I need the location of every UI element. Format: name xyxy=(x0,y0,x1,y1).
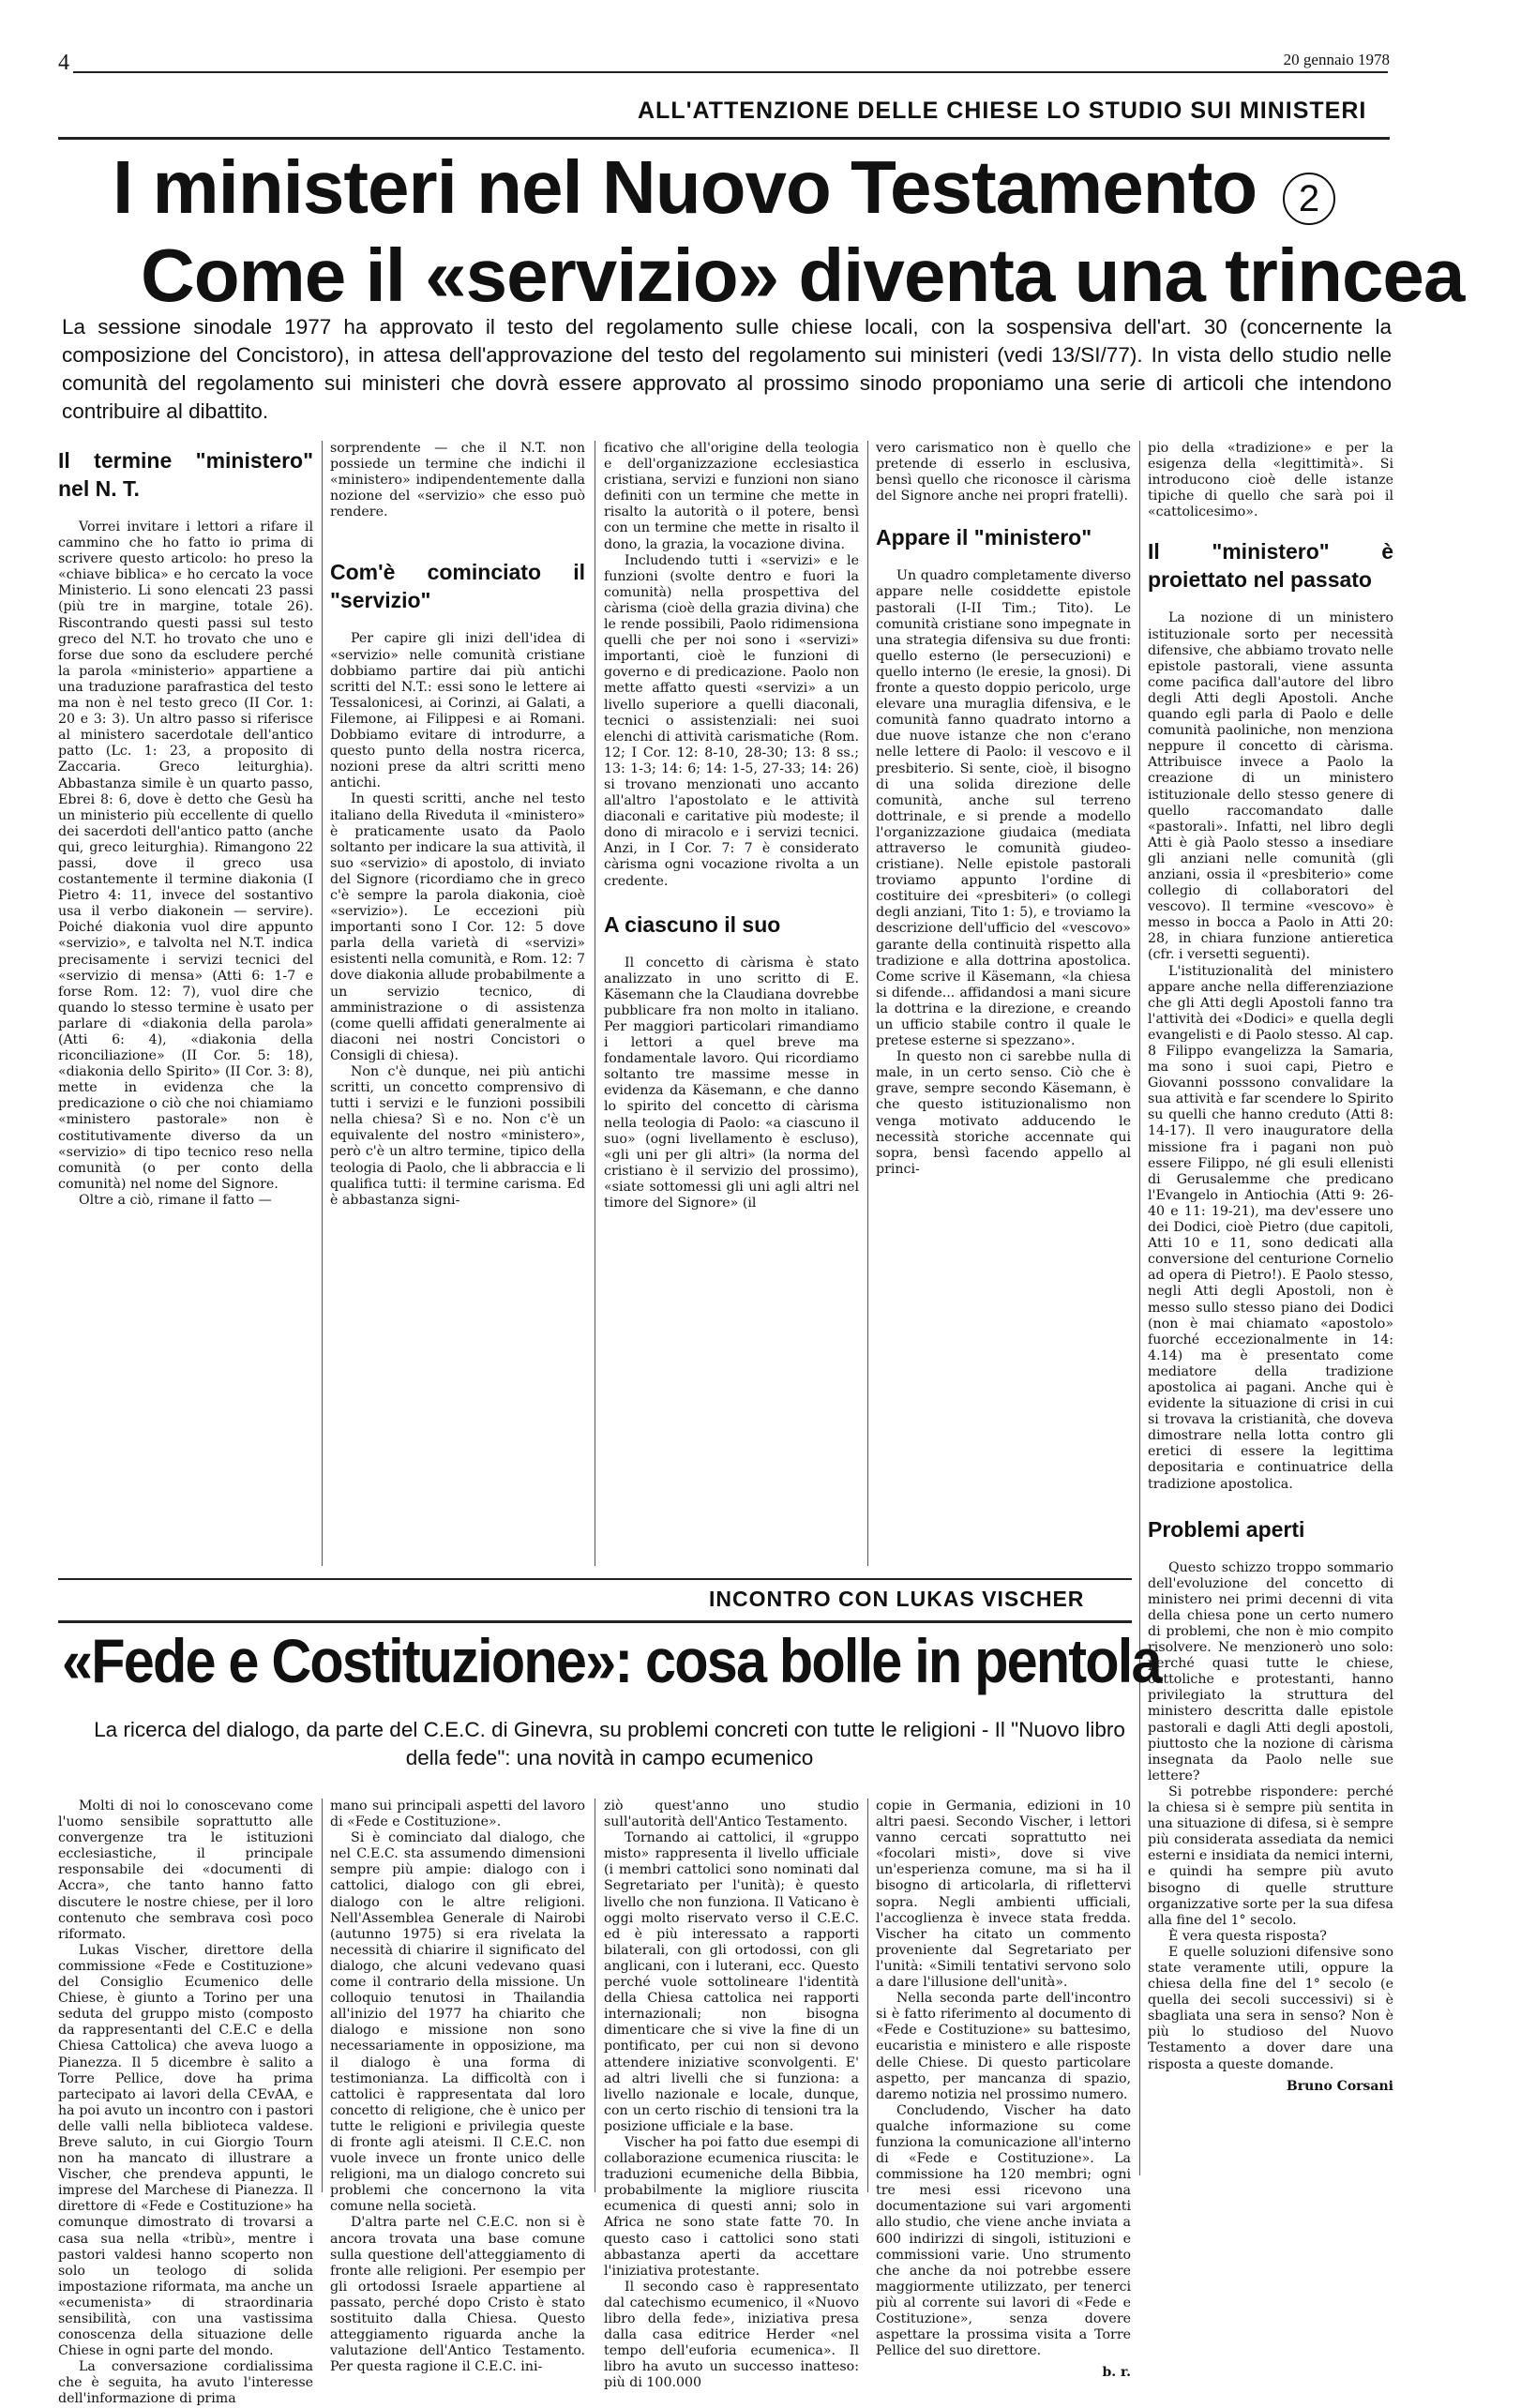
article2-kicker: INCONTRO CON LUKAS VISCHER xyxy=(709,1587,1085,1611)
a2c2-paragraph: D'altra parte nel C.E.C. non si è ancora trovata una base comune sulla questione dell'atteggiamento di fronte alle religioni. Per esempio per gli ortodossi Israele appartiene al passato, perché dopo Cristo è stato sostituito dalla Chiesa. Questo atteggiamento riguarda anche la valutazione dell'Antico Testamento. Per questa ragione il C.E.C. ini- xyxy=(330,2215,585,2375)
part-number-badge xyxy=(1283,173,1335,225)
article1-lead: La sessione sinodale 1977 ha approvato il testo del regolamento sulle chiese locali, con la sospensiva dell'art. 30 (concernente la composizione del Concistoro), in attesa dell'approvazione del testo del regolamento sui ministeri (vedi 13/SI/77). In vista dello studio nelle comunità del regolamento sui ministeri che dovrà essere approvato al prossimo sinodo proponiamo una serie di articoli che intendono contribuire al dibattito. xyxy=(62,315,1392,423)
col5-paragraph: pio della «tradizione» e per la esigenza della «legittimità». Si introducono cioè delle istanze tipiche di quello che sarà poi il «cattolicesimo». xyxy=(1148,441,1393,520)
col1-heading: Il termine "ministero" nel N. T. xyxy=(58,448,313,501)
a2c1-paragraph: La conversazione cordialissima che è seguita, ha avuto l'interesse dell'informazione di prima xyxy=(58,2359,313,2407)
col1-paragraph: Vorrei invitare i lettori a rifare il cammino che ho fatto io prima di scrivere questo articolo: ho preso la «chiave biblica» e ho cercato la voce Ministerio. Li sono elencati 23 passi (più tre in margine, totale 26). Riscontrando questi passi sul testo greco del N.T. ho trovato che uno e forse due sono da escludere perché la parola «ministerio» appartiene a una traduzione parafrastica del testo ma non è nel testo greco (II Cor. 1: 20 e 3: 3). Un altro passo si riferisce al ministero sacerdotale dell'antico patto (Lc. 1: 23, a proposito di Zaccaria. Greco leiturghia). Abbastanza simile è un quarto passo, Ebrei 8: 6, dove è detto che Gesù ha un ministerio più eccellente di quello dei sacerdoti dell'antico patto (anche qui, greco leiturghia). Rimangono 22 passi, dove il greco usa costantemente il termine diakonia (I Pietro 4: 11, invece del sostantivo usa il verbo diakonein — servire). Poiché diakonia vuol dire appunto «servizio», e talvolta nel N.T. indica precisamente i servizi tecnici del «servizio di mensa» (Atti 6: 1-7 e forse Rom. 12: 7), vuol dire che quando lo stesso termine è usato per parlare di «diakonia della parola» (Atti 6: 4), «diakonia della riconciliazione» (II Cor. 5: 18), «diakonia dello Spirito» (II Cor. 3: 8), mette in evidenza che la predicazione o ciò che noi chiamiamo «ministero pastorale» non è costitutivamente diverso da un «servizio» di tipo tecnico reso nella comunità (o per conto della comunità) nel nome del Signore. xyxy=(58,519,313,1192)
article2-title: «Fede e Costituzione»: cosa bolle in pentola xyxy=(62,1626,1161,1695)
column-divider xyxy=(322,441,323,1566)
col5-paragraph: L'istituzionalità del ministero appare anche nella differenziazione che gli Atti degli Apostoli fanno tra l'attività dei «Dodici» e quella degli evangelisti e di Paolo stesso. Al cap. 8 Filippo evangelizza la Samaria, ma sono i suoi capi, Pietro e Giovanni posssono convalidare la sua attività e far scendere lo Spirito su quelli che hanno creduto (Atti 8: 14-17). Il vero inauguratore della missione fra i pagani non può essere Filippo, né gli esuli ellenisti di Gerusalemme che predicano l'Evangelo in Antiochia (Atti 9: 26-40 e 11: 19-21), ma dev'essere uno dei Dodici, cioè Pietro (due capitoli, Atti 10 e 11, sono dedicati alla conversione del centurione Cornelio ad opera di Pietro!). E Paolo stesso, negli Atti degli Apostoli, non è messo sullo stesso piano dei Dodici (non è mai chiamato «apostolo» fuorché eccezionalmente in 14: 4.14) ma è presentato come mediatore della tradizione apostolica ai pagani. Anche qui è evidente la situazione di crisi in cui si trovava la cristianità, che doveva dimostrare nella lotta contro gli eretici di essere la legittima depositaria e continuatrice della tradizione apostolica. xyxy=(1148,963,1393,1492)
a2c2-paragraph: Si è cominciato dal dialogo, che nel C.E.C. sta assumendo dimensioni sempre più ampie: dialogo con i cattolici, dialogo con gli ebrei, dialogo con le altre religioni. Nell'Assemblea Generale di Nairobi (autunno 1975) si era rivelata la necessità di chiarire il significato del dialogo, che alcuni vedevano quasi come il contrario della missione. Un colloquio tenutosi in Thailandia all'inizio del 1977 ha chiarito che dialogo e missione non sono necessariamente in opposizione, ma il dialogo è una forma di testimonianza. La difficoltà con i cattolici è rappresentata dal loro concetto di religione, che è unico per tutte le religioni e privilegia queste di fronte agli ateismi. Il C.E.C. non vuole invece un fronte unico delle religioni, ma un dialogo concreto sui problemi che concernono la vita comune nella società. xyxy=(330,1830,585,2215)
col3-heading: A ciascuno il suo xyxy=(604,911,781,937)
article2-kicker-bar xyxy=(58,1620,1132,1623)
page-number: 4 xyxy=(58,51,69,75)
article1-top-bar xyxy=(58,137,1390,140)
col2-paragraph: Non c'è dunque, nei più antichi scritti, un concetto comprensivo di tutti i servizi e le funzioni possibili nella chiesa? Sì e no. Non c'è un equivalente del nostro «ministero», però c'è un altro termine, tipico della teologia di Paolo, che li abbraccia e li qualifica tutti: il termine carisma. Ed è abbastanza signi- xyxy=(330,1064,585,1208)
article2-top-rule xyxy=(58,1578,1132,1580)
a2c1-paragraph: Lukas Vischer, direttore della commissione «Fede e Costituzione» del Consiglio Ecumenico delle Chiese, è giunto a Torino per una seduta del gruppo misto (composto da rappresentanti del C.E.C e della Chiesa Cattolica) che aveva luogo a Pianezza. Il 5 dicembre è salito a Torre Pellice, dove ha prima partecipato ai lavori della CEvAA, e ha poi avuto un incontro con i pastori delle valli nella biblioteca valdese. Breve saluto, in cui Giorgio Tourn non ha mancato di illustrare a Vischer, che prendeva appunti, le imprese del Marchese di Pianezza. Il direttore di «Fede e Costituzione» ha comunque dimostrato di trovarsi a casa sua nella «tribù», mentre i pastori valdesi hanno scoperto non solo un teologo di solida impostazione riformata, ma anche un «ecumenista» di straordinaria sensibilità, con una vastissima conoscenza della situazione delle Chiese in ogni parte del mondo. xyxy=(58,1942,313,2359)
page-date: 20 gennaio 1978 xyxy=(1283,51,1390,68)
a2c4-paragraph: copie in Germania, edizioni in 10 altri paesi. Secondo Vischer, i lettori vanno cercati soprattutto nei «focolari misti», dove si vive un'esperienza comune, ma si ha il bisogno di articolarla, di riflettervi sopra. Negli ambienti ufficiali, l'accoglienza è invece stata fredda. Vischer ha citato un commento proveniente dal Segretariato per l'unità: «Simili tentativi servono solo a dare l'illusione dell'unità». xyxy=(876,1798,1131,1991)
col5-paragraph: È vera questa risposta? xyxy=(1168,1928,1327,1944)
article1-column-4 xyxy=(876,441,1131,1571)
col4-heading: Appare il "ministero" xyxy=(876,525,1092,550)
col5-paragraph: Questo schizzo troppo sommario dell'evoluzione del concetto di ministero nei primi decenni di vita della chiesa pone un certo numero di problemi, che non è mio compito risolvere. Ne menzionerò uno solo: perché quasi tutte le chiese, cattoliche e protestanti, hanno privilegiato la struttura del ministero descritta dalle epistole pastorali e dagli Atti degli apostoli, piuttosto che la nozione di càrisma insegnata da Paolo nelle sue lettere? xyxy=(1148,1559,1393,1783)
col2-paragraph: Per capire gli inizi dell'idea di «servizio» nelle comunità cristiane dobbiamo partire dai più antichi scritti del N.T.: essi sono le lettere ai Tessalonicesi, ai Corinzi, ai Galati, a Filemone, ai Filippesi e ai Romani. Dobbiamo evitare di introdurre, a questo punto della nostra ricerca, nozioni prese da altri scritti meno antichi. xyxy=(330,631,585,791)
article1-kicker: ALL'ATTENZIONE DELLE CHIESE LO STUDIO SUI MINISTERI xyxy=(638,98,1367,124)
column-divider xyxy=(322,1798,323,2192)
col2-heading: Com'è cominciato il "servizio" xyxy=(330,560,585,613)
column-divider xyxy=(867,441,868,1566)
a2c3-paragraph: Vischer ha poi fatto due esempi di collaborazione ecumenica riuscita: le traduzioni ecumeniche della Bibbia, probabilmente la migliore riuscita ecumenica di questi anni; solo in Africa ne sono state fatte 70. In questo caso i cattolici sono stati abbastanza aperti da accettare l'iniziativa protestante. xyxy=(604,2134,859,2279)
article2-lead: La ricerca del dialogo, da parte del C.E.C. di Ginevra, su problemi concreti con tutte le religioni - Il "Nuovo libro della fede": una novità in campo ecumenico xyxy=(94,1718,1125,1769)
a2c4-paragraph: Concludendo, Vischer ha dato qualche informazione su come funziona la comunicazione all'interno di «Fede e Costituzione». La commissione ha 120 membri; ogni tre mesi essi ricevono una documentazione sui vari argomenti allo studio, che viene anche inviata a 600 indirizzi di singoli, istituzioni e commissioni varie. Uno strumento che anche da noi potrebbe essere maggiormente utilizzato, per tenerci più al corrente sui lavori di «Fede e Costituzione», senza dovere aspettare la prossima visita a Torre Pellice del suo direttore. xyxy=(876,2102,1131,2359)
a2c3-paragraph: ziò quest'anno uno studio sull'autorità dell'Antico Testamento. xyxy=(604,1798,859,1830)
col4-paragraph: vero carismatico non è quello che pretende di esserlo in esclusiva, bensì quello che riconosce il càrisma del Signore anche nei propri fratelli). xyxy=(876,441,1131,504)
col4-paragraph: Un quadro completamente diverso appare nelle cosiddette epistole pastorali (I-II Tim.; Tito). Le comunità cristiane sono impegnate in una strategia difensiva su due fronti: quello esterno (le persecuzioni) e quello interno (le eresie, la gnosi). Di fronte a questo doppio pericolo, urge elevare una muraglia difensiva, e le comunità fanno quadrato intorno a due nuove istanze che non c'erano nelle lettere di Paolo: il vescovo e il presbiterio. Si sente, cioè, il bisogno di una solida direzione delle comunità, anche sul terreno dottrinale, e si prende a modello l'organizzazione giudaica (mediata attraverso le comunità giudeo-cristiane). Nelle epistole pastorali troviamo appunto l'ordine di costituire dei «presbiteri» (o collegi degli anziani, Tito 1: 5), e troviamo la descrizione dell'ufficio del «vescovo» garante della continuità rispetto alla tradizione e alla dottrina apostolica. Come scrive il Käsemann, «la chiesa si difende... affidandosi a mani sicure la dottrina e la direzione, e creando un ufficio stabile contro il quale le pretese esterne si spezzano». xyxy=(876,568,1131,1049)
article1-signature: Bruno Corsani xyxy=(1286,2078,1393,2094)
top-rule xyxy=(73,71,1388,73)
col3-paragraph: Includendo tutti i «servizi» e le funzioni (svolte dentro e fuori la comunità) nella prospettiva del càrisma (cioè della grazia divina) che le rende possibili, Paolo ridimensiona quelli che per noi sono i «servizi» importanti, cioè le funzioni di governo e di predicazione. Paolo non mette affatto questi «servizi» a un livello superiore a quelli diaconali, tecnici o assistenziali: nei suoi elenchi di attività carismatiche (Rom. 12; I Cor. 12: 8-10, 28-30; 13: 8 ss.; 13: 1-3; 14: 6; 14: 1-5, 27-33; 14: 26) si trovano menzionati uno accanto all'altro l'apostolato e le attività diaconali e caritative più modeste; il dono di miracolo e i servizi tecnici. Anzi, in I Cor. 7: 7 è considerato càrisma ogni vocazione rivolta a un credente. xyxy=(604,552,859,889)
col4-paragraph: In questo non ci sarebbe nulla di male, in un certo senso. Ciò che è grave, sempre secondo Käsemann, è che questo istituzionalismo non venga motivato adducendo le necessità storiche accennate qui sopra, bensì facendo appello al princi- xyxy=(876,1049,1131,1177)
col5-paragraph: E quelle soluzioni difensive sono state veramente utili, oppure la chiesa della fine del 1° secolo (e quella dei secoli successivi) si è sbagliata una sera in senso? Non è più lo studioso del Nuovo Testamento a dover dare una risposta a queste domande. xyxy=(1148,1944,1393,2072)
article2-column-3 xyxy=(604,1798,859,2391)
article2-column-2 xyxy=(330,1798,585,2375)
article2-signature: b. r. xyxy=(1102,2365,1131,2381)
article1-title-line1: I ministeri nel Nuovo Testamento xyxy=(113,145,1257,229)
article1-column-3 xyxy=(604,441,859,1571)
col2-paragraph: sorprendente — che il N.T. non possiede un termine che indichi il «ministero» indipendentemente dalla nozione del «servizio» che esso può rendere. xyxy=(330,441,585,520)
a2c1-paragraph: Molti di noi lo conoscevano come l'uomo sensibile soprattutto alle convergenze tra le istituzioni ecclesiastiche, il principale responsabile dei «documenti di Accra», che tanto hanno fatto discutere le nostre chiese, per il loro contenuto che sembrava così poco riformato. xyxy=(58,1798,313,1942)
col2-paragraph: In questi scritti, anche nel testo italiano della Riveduta il «ministero» è praticamente usato da Paolo soltanto per indicare la sua attività, il suo «servizio» di apostolo, di inviato del Signore (ricordiamo che in greco c'è sempre la parola diakonia, cioè «servizio»). Le eccezioni più importanti sono I Cor. 12: 5 dove parla della varietà di «servizi» esistenti nella comunità, e Rom. 12: 7 dove diakonia allude probabilmente a un servizio tecnico, di amministrazione o di assistenza (come quelli affidati generalmente ai diaconi nei nostri Concistori o Consigli di chiesa). xyxy=(330,791,585,1063)
article2-column-1 xyxy=(58,1798,313,2407)
col3-paragraph: Il concetto di càrisma è stato analizzato in uno scritto di E. Käsemann che la Claudiana dovrebbe pubblicare fra non molto in italiano. Per maggiori particolari rimandiamo i lettori a quel breve ma fondamentale lavoro. Qui ricordiamo soltanto tre massime messe in evidenza da Käsemann, e che danno lo spirito del concetto di càrisma nella teologia di Paolo: «a ciascuno il suo» (ogni livellamento è escluso), «gli uni per gli altri» (la norma del cristiano è il servizio del prossimo), «siate sottomessi gli uni agli altri nel timore del Signore» (il xyxy=(604,955,859,1212)
a2c4-paragraph: Nella seconda parte dell'incontro si è fatto riferimento al documento di «Fede e Costituzione» su battesimo, eucaristia e ministero e alle risposte delle Chiese. Di questo particolare aspetto, per mancanza di spazio, daremo notizia nel prossimo numero. xyxy=(876,1991,1131,2102)
column-divider xyxy=(867,1798,868,2192)
col5-paragraph: Si potrebbe rispondere: perché la chiesa si è sempre più sentita in una situazione di difesa, si è sempre più considerata assediata da nemici esterni e insidiata da nemici interni, e quindi ha sempre più avuto bisogno di quelle strutture organizzative sorte per la sua difesa alla fine del 1° secolo. xyxy=(1148,1783,1393,1928)
col3-paragraph: ficativo che all'origine della teologia e dell'organizzazione ecclesiastica cristiana, servizi e funzioni non siano definiti con un termine che mette in risalto la autorità o il potere, bensì con un termine che mette in risalto il dono, la grazia, la vocazione divina. xyxy=(604,441,859,552)
col5-paragraph: La nozione di un ministero istituzionale sorto per necessità difensive, che abbiamo trovato nelle epistole pastorali, viene assunta come pacifica dall'autore del libro degli Atti degli Apostoli. Anche quando egli parla di Paolo e delle comunità paoliniche, non menziona neppure il concetto di càrisma. Attribuisce invece a Paolo la creazione di un ministero istituzionale dello stesso genere di quello raccomandato dalle «pastorali». Infatti, nel libro degli Atti è già Paolo stesso a insediare gli anziani nelle comunità (gli anziani, ossia il «presbiterio» come collegio di collaboratori del vescovo). Il termine «vescovo» è messo in bocca a Paolo in Atti 20: 28, in chiara funzione antieretica (cfr. i versetti seguenti). xyxy=(1148,610,1393,963)
article1-column-1 xyxy=(58,441,313,1571)
part-number: 2 xyxy=(1283,173,1335,225)
a2c3-paragraph: Tornando ai cattolici, il «gruppo misto» rappresenta il livello ufficiale (i membri cattolici sono nominati dal Segretariato per l'unità); è questo livello che non funziona. Il Vaticano è oggi molto riservato verso il C.E.C. ed è più interessato a rapporti bilaterali, con gli ortodossi, con gli anglicani, con i luterani, ecc. Questo perché vuole sottolineare l'identità della Chiesa cattolica nei rapporti internazionali; non bisogna dimenticare che si vive la fine di un pontificato, per cui non si devono attendere iniziative sconvolgenti. E' ad altri livelli che si funziona: a livello nazionale e locale, dunque, con un certo rischio di tensioni tra la posizione ufficiale e la base. xyxy=(604,1830,859,2134)
article1-column-5 xyxy=(1148,441,1393,2194)
col5-heading-problems: Problemi aperti xyxy=(1148,1516,1305,1542)
col1-paragraph: Oltre a ciò, rimane il fatto — xyxy=(79,1192,272,1208)
article2-column-4 xyxy=(876,1798,1131,2381)
a2c3-paragraph: Il secondo caso è rappresentato dal catechismo ecumenico, il «Nuovo libro della fede», iniziativa presa dalla casa editrice Herder «nel tempo dell'euforia ecumenica». Il libro ha avuto un successo inatteso: più di 100.000 xyxy=(604,2279,859,2391)
a2c2-paragraph: mano sui principali aspetti del lavoro di «Fede e Costituzione». xyxy=(330,1798,585,1830)
col5-heading: Il "ministero" è proiettato nel passato xyxy=(1148,539,1393,593)
column-divider xyxy=(1139,441,1140,2175)
article1-title-line2: Come il «servizio» diventa una trincea xyxy=(141,233,1465,317)
article1-column-2 xyxy=(330,441,585,1571)
